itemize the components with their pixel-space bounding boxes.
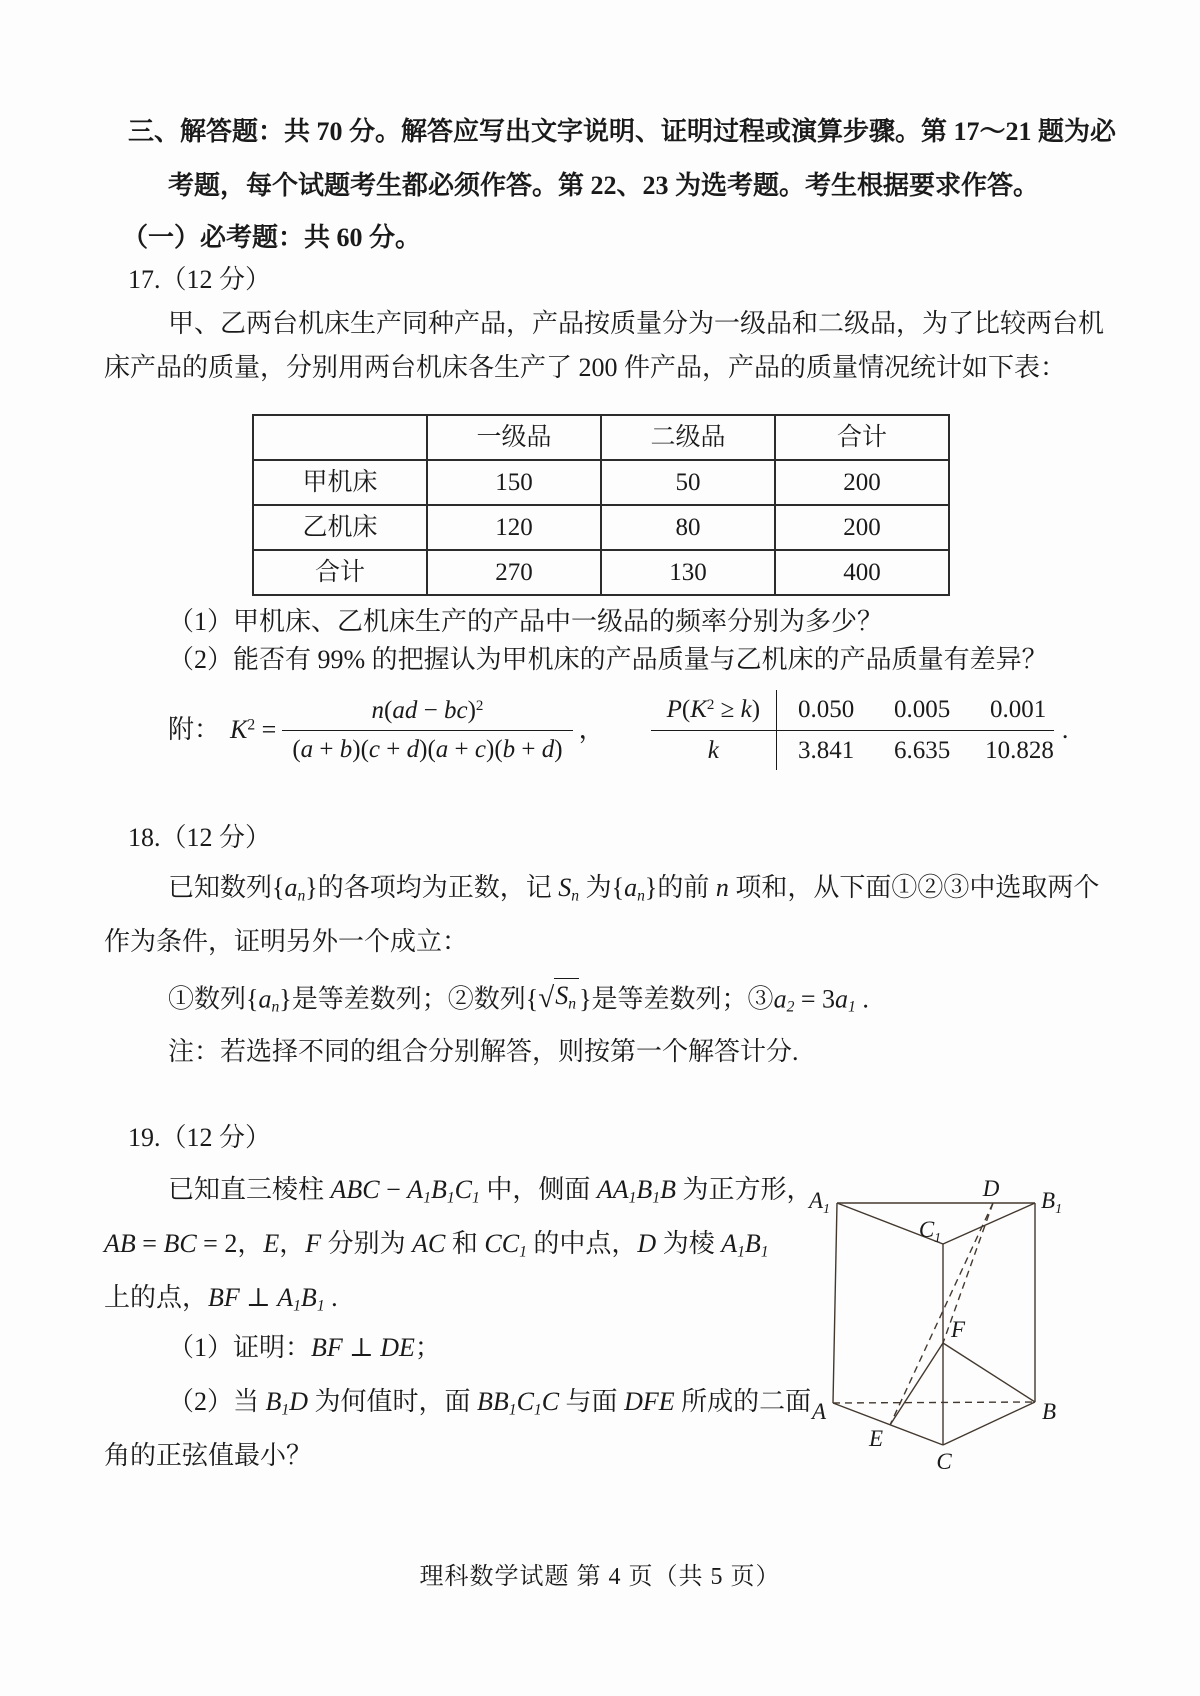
cell: 150 (427, 460, 601, 505)
vertex-label-f: F (951, 1317, 966, 1342)
table-header-row (253, 415, 949, 460)
cell: 80 (601, 505, 775, 550)
vertex-label-b: B (1042, 1399, 1057, 1424)
problem-19-last-line: 角的正弦值最小？ (104, 1441, 313, 1470)
cell: 200 (775, 460, 949, 505)
edge-cb (943, 1402, 1035, 1445)
cell: 200 (775, 505, 949, 550)
edge-ac (833, 1403, 943, 1445)
table-header-cell: 一级品 (427, 415, 601, 460)
row-label: 合计 (253, 550, 427, 595)
prism-figure (780, 1155, 1080, 1495)
k-row-values (777, 730, 1054, 770)
cell: 270 (427, 550, 601, 595)
k-squared-formula (168, 688, 1068, 772)
vertex-label-a1: $A_1$ (808, 1188, 830, 1217)
problem-17-intro-line2: 床产品的质量，分别用两台机床各生产了 200 件产品，产品的质量情况统计如下表： (104, 353, 1067, 382)
formula-period: . (1061, 714, 1069, 744)
formula-comma: ， (578, 714, 605, 744)
problem-18-conditions: ①数列{an}是等差数列；②数列{ √ Sn }是等差数列；③a2 = 3a1 . (168, 978, 869, 1017)
cell: 130 (601, 550, 775, 595)
segment-fe (890, 1343, 943, 1425)
table-row (253, 550, 949, 595)
section-header-line1: 三、解答题：共 70 分。解答应写出文字说明、证明过程或演算步骤。第 17～21 题为必 (128, 117, 1117, 146)
k-row-label: k (651, 730, 777, 770)
table-header-cell: 合计 (775, 415, 949, 460)
problem-17-number: 17.（12 分） (128, 265, 272, 294)
problem-19-line3: 上的点，BF ⊥ A1B1 . (104, 1283, 338, 1315)
critical-value-table (651, 690, 1054, 770)
p-value: 0.005 (893, 696, 951, 724)
fraction-numerator: n(ad − bc)$^2$ (371, 697, 484, 725)
formula-prefix: 附： (168, 714, 221, 744)
formula-fraction (282, 695, 572, 765)
cell: 120 (427, 505, 601, 550)
fraction-denominator: (a + b)(c + d)(a + c)(b + d) (282, 730, 572, 765)
p-row-label: $P(K^2 \ge k)$ (651, 690, 777, 729)
vertex-label-d: D (982, 1176, 1000, 1201)
problem-17-question-2: （2）能否有 99% 的把握认为甲机床的产品质量与乙机床的产品质量有差异？ (168, 645, 1048, 674)
vertex-label-e: E (868, 1426, 884, 1451)
problem-18-number: 18.（12 分） (128, 823, 272, 852)
vertex-label-c: C (936, 1449, 952, 1474)
vertex-label-a: A (811, 1399, 826, 1424)
problem-17-intro-line1: 甲、乙两台机床生产同种产品，产品按质量分为一级品和二级品，为了比较两台机 (168, 309, 1105, 338)
row-label: 乙机床 (253, 505, 427, 550)
k-value: 10.828 (985, 736, 1054, 764)
edge-c1b1 (943, 1203, 1035, 1244)
p-value: 0.050 (797, 696, 855, 724)
table-row (253, 460, 949, 505)
edge-a1a (833, 1203, 837, 1403)
problem-19-number: 19.（12 分） (128, 1123, 272, 1152)
vertex-label-c1: $C_1$ (918, 1217, 942, 1246)
p-row-values (777, 690, 1054, 729)
segment-de-hidden (890, 1203, 993, 1425)
row-label: 甲机床 (253, 460, 427, 505)
problem-19-question-2: （2）当 B1D 为何值时，面 BB1C1C 与面 DFE 所成的二面 (168, 1387, 812, 1419)
table-row (253, 505, 949, 550)
problem-18-note: 注：若选择不同的组合分别解答，则按第一个解答计分. (168, 1037, 799, 1066)
footer-page-number: 理科数学试题 第 4 页（共 5 页） (419, 1564, 781, 1590)
problem-19-question-1: （1）证明：BF ⊥ DE； (168, 1333, 441, 1362)
table-header-cell (253, 415, 427, 460)
edge-ab-hidden (833, 1402, 1035, 1403)
table-header-cell: 二级品 (601, 415, 775, 460)
cell: 50 (601, 460, 775, 505)
statistics-table (252, 414, 950, 596)
k-value: 3.841 (797, 736, 855, 764)
subsection-header: （一）必考题：共 60 分。 (122, 223, 422, 252)
problem-18-line2: 作为条件，证明另外一个成立： (104, 927, 469, 956)
k-value: 6.635 (893, 736, 951, 764)
problem-18-line1: 已知数列{an}的各项均为正数，记 Sn 为{an}的前 n 项和，从下面①②③中选取两个 (168, 873, 1100, 905)
vertex-label-b1: $B_1$ (1041, 1188, 1063, 1217)
problem-19-line1: 已知直三棱柱 ABC − A1B1C1 中，侧面 AA1B1B 为正方形， (168, 1175, 813, 1207)
formula-lhs: $K^2$ = (230, 714, 277, 744)
cell: 400 (775, 550, 949, 595)
problem-17-question-1: （1）甲机床、乙机床生产的产品中一级品的频率分别为多少？ (168, 607, 884, 636)
segment-fb (943, 1343, 1035, 1402)
p-value: 0.001 (989, 696, 1047, 724)
section-header-line2: 考题，每个试题考生都必须作答。第 22、23 为选考题。考生根据要求作答。 (168, 171, 1040, 200)
problem-19-line2: AB = BC = 2，E，F 分别为 AC 和 CC1 的中点，D 为棱 A1B1 (104, 1229, 769, 1261)
